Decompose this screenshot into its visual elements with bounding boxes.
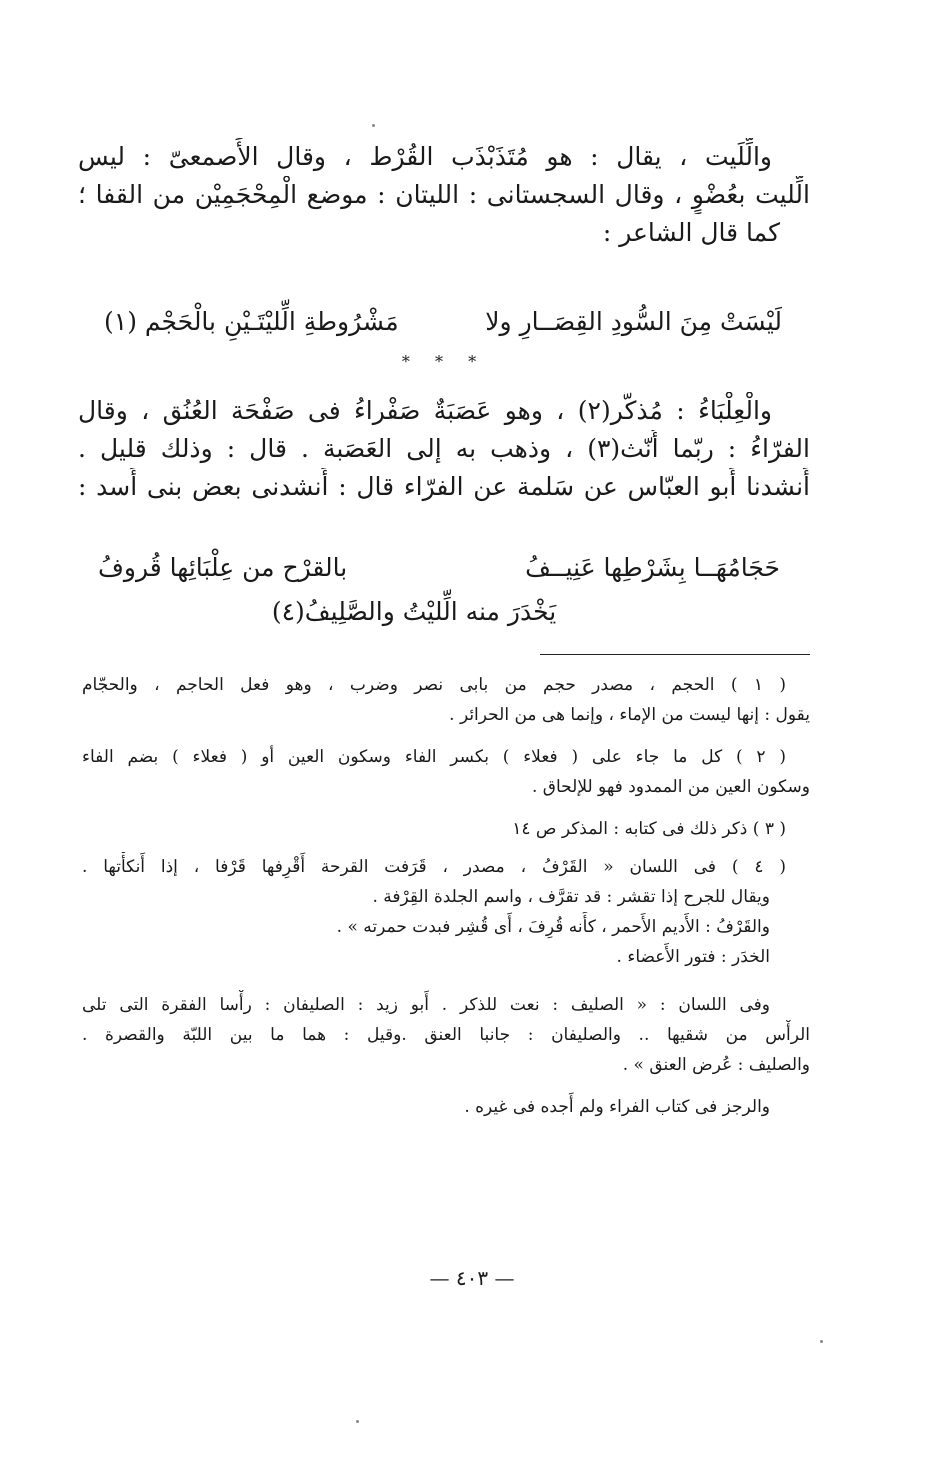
page-number: — ٤٠٣ — <box>429 1266 515 1290</box>
scan-speck <box>356 1420 359 1423</box>
footnote-line: ( ٣ ) ذكر ذلك فى كتابه : المذكر ص ١٤ <box>512 819 786 839</box>
text-line: كما قال الشاعر : <box>602 218 780 247</box>
footnote-line: الخدَر : فتور الأَعضاء . <box>616 947 770 967</box>
footnote-line: يقول : إنها ليست من الإماء ، وإنما هى من الحرائر . <box>449 705 810 725</box>
text-line: والِّلَيت ، يقال : هو مُتَذَبْذَب القُرْط ، وقال الأَصمعىّ : ليس <box>78 142 772 171</box>
footnote-line: ويقال للجرح إذا تقشر : قد تقرَّف ، واسم الجلدة القِرْفة . <box>372 887 770 907</box>
footnote-line: وسكون العين من الممدود فهو للإلحاق . <box>531 777 810 797</box>
rajaz-row: يَخْدَرَ منه الِّليْتُ والصَّلِيفُ(٤) <box>271 597 557 626</box>
verse-second-hemistich: مَشْرُوطةِ الِّليْتَـيْنِ بالْحَجْم (١) <box>104 307 399 336</box>
section-separator: * * * <box>401 352 487 371</box>
footnotes <box>82 670 810 1122</box>
footnote-line: الرأْس من شقيها .. والصليفان : جانبا العنق .وقيل : هما ما بين اللبّة والقصرة . <box>82 1025 810 1045</box>
text-line: الفرّاءُ : ربّما أُنّث(٣) ، وذهب به إلى العَصَبة . قال : وذلك قليل . <box>78 434 810 463</box>
footnote-line: ( ٤ ) فى اللسان « القَرْفُ ، مصدر ، قَرَفت القرحة أَقْرِفها قَرْفا ، إذا أَنكأْتها . <box>82 857 786 877</box>
footnote-divider <box>540 654 810 655</box>
scan-speck <box>820 1340 823 1343</box>
footnote-line: ( ٢ ) كل ما جاء على ( فعلاء ) بكسر الفاء وسكون العين أو ( فعلاء ) بضم الفاء <box>82 747 786 767</box>
footnote-line: والصليف : عُرض العنق » . <box>622 1055 810 1075</box>
text-line: والْعِلْبَاءُ : مُذكَّر(٢) ، وهو عَصَبَةٌ صَفْراءُ فى صَفْحَة العُنُق ، وقال <box>78 396 772 425</box>
verse-first-hemistich: حَجَامُهَــا بِشَرْطِها عَنِيــفُ <box>525 553 780 582</box>
paragraph-ilba <box>78 392 810 506</box>
rajaz-row <box>78 546 810 590</box>
text-line: أَنشدنا أَبو العبّاس عن سَلمة عن الفرّاء قال : أَنشدنى بعض بنى أَسد : <box>78 472 810 501</box>
rajaz-verse <box>78 546 810 634</box>
paragraph-laith <box>78 138 810 252</box>
verse-second-hemistich: بالقرْح من عِلْبَائِها قُروفُ <box>98 553 348 582</box>
text-line: الِّليت بعُضْوٍ ، وقال السجستانى : الليتان : موضع الْمِحْجَمِيْن من القفا ؛ <box>78 180 810 209</box>
footnote-line: وفى اللسان : « الصليف : نعت للذكر . أَبو زيد : الصليفان : رأْسا الفقرة التى تلى <box>82 995 770 1015</box>
scan-speck <box>372 124 375 127</box>
footnote-line: والقَرْفُ : الأَديم الأَحمر ، كأَنه قُرِفَ ، أَى قُشِر فبدت حمرته » . <box>336 917 770 937</box>
verse-first-hemistich: لَيْسَتْ مِنَ السُّودِ القِصَــارِ ولا <box>485 307 782 336</box>
footnote-line: والرجز فى كتاب الفراء ولم أَجده فى غيره . <box>464 1097 770 1117</box>
poetry-verse <box>78 302 810 342</box>
footnote-line: ( ١ ) الحجم ، مصدر حجم من بابى نصر وضرب ، وهو فعل الحاجم ، والحجّام <box>82 675 786 695</box>
